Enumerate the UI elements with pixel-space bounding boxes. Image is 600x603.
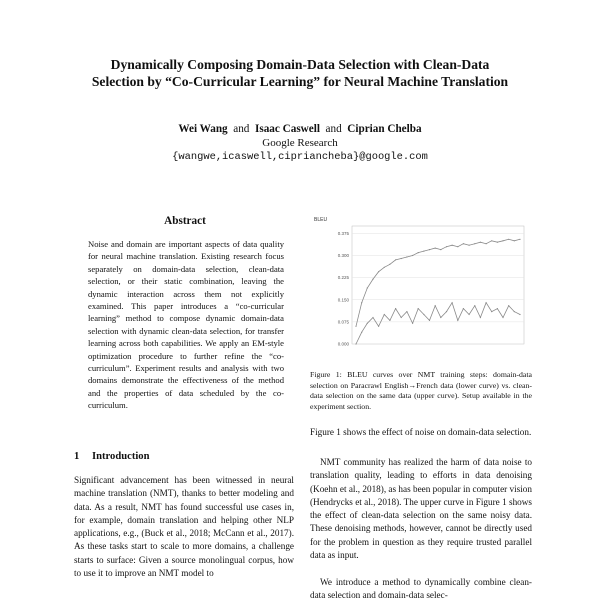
chart-point (389, 264, 390, 265)
chart-point (389, 320, 390, 321)
chart-point (367, 323, 368, 324)
chart-point (406, 311, 407, 312)
chart-point (440, 249, 441, 250)
chart-y-label: BLEU (314, 217, 328, 223)
y-tick-label: 0.375 (337, 230, 349, 236)
figure-1 (310, 212, 532, 362)
chart-point (497, 308, 498, 309)
paper-title (40, 56, 560, 90)
introduction-paragraph: Significant advancement has been witnessed in neural machine translation (NMT), thanks to better modeling and data. As a result, NMT has found successful use cases in, for example, domain translation and helping other NLP applications, e.g., (Buck et al., 2018; McCann et al., 2017). As these tasks start to scale to more domains, a challenge starts to surface: Given a source monolingual corpus, how to use it to improve an NMT model to (74, 475, 294, 579)
chart-point (423, 251, 424, 252)
chart-point (355, 326, 356, 327)
chart-point (401, 258, 402, 259)
author-2: Isaac Caswell (254, 123, 320, 135)
chart-point (502, 317, 503, 318)
chart-point (395, 259, 396, 260)
chart-point (469, 245, 470, 246)
chart-point (412, 323, 413, 324)
author-1: Wei Wang (178, 123, 228, 135)
chart-point (355, 343, 356, 344)
chart-point (502, 240, 503, 241)
chart-point (491, 240, 492, 241)
chart-point (474, 305, 475, 306)
title-line-1: Dynamically Composing Domain-Data Selection with Clean-Data (110, 57, 490, 72)
author-separator-1: and (233, 123, 250, 135)
title-line-2: Selection by “Co-Curricular Learning” for Neural Machine Translation (91, 74, 509, 89)
chart-point (486, 243, 487, 244)
chart-point (429, 320, 430, 321)
chart-point (429, 249, 430, 250)
affiliation: Google Research (262, 137, 338, 149)
chart-series-line-2 (356, 303, 520, 344)
chart-point (508, 239, 509, 240)
chart-point (361, 332, 362, 333)
chart-point (519, 314, 520, 315)
chart-point (435, 248, 436, 249)
section-number: 1 (74, 451, 80, 462)
chart-point (474, 243, 475, 244)
chart-point (378, 326, 379, 327)
chart-point (440, 317, 441, 318)
chart-point (412, 255, 413, 256)
chart-point (491, 311, 492, 312)
y-tick-label: 0.000 (337, 341, 349, 347)
chart-point (378, 271, 379, 272)
chart-series-line-1 (356, 239, 520, 326)
chart-point (514, 240, 515, 241)
chart-point (452, 245, 453, 246)
y-tick-label: 0.300 (337, 253, 349, 258)
chart-point (457, 320, 458, 321)
chart-point (418, 308, 419, 309)
chart-point (519, 239, 520, 240)
chart-point (497, 242, 498, 243)
abstract-body: Noise and domain are important aspects of data quality for neural machine translation. Existing research focus separately on domain-data selection, clean-data selection, or their static combination, leaving the dynamic interaction across them not explicitly examined. This paper introduces a “co-curricular learning” method to compose dynamic domain-data selection with dynamic clean-data selection, for transfer learning across both capabilities. We apply an EM-style optimization procedure to further refine the “co-curriculum”. Experiment results and analysis with two domains demonstrate the effectiveness of the method and the properties of data scheduled by the co-curriculum. (88, 239, 284, 411)
chart-point (463, 308, 464, 309)
chart-point (406, 256, 407, 257)
chart-point (384, 267, 385, 268)
section-title: Introduction (92, 451, 150, 462)
chart-point (480, 317, 481, 318)
chart-point (486, 302, 487, 303)
abstract-heading: Abstract (164, 215, 206, 227)
chart-point (463, 243, 464, 244)
chart-point (446, 311, 447, 312)
chart-point (508, 305, 509, 306)
chart-point (361, 302, 362, 303)
bleu-line-chart (310, 212, 532, 362)
chart-point (423, 314, 424, 315)
figure-caption: Figure 1: BLEU curves over NMT training steps: domain-data selection on Paracrawl English→French data (lower curve) vs. clean-data selection on the same data (upper curve). Setup available in the experiment section. (310, 370, 532, 411)
author-email: {wangwe,icaswell,cipriancheba}@google.com (172, 151, 428, 163)
author-list (60, 122, 540, 136)
section-heading-introduction (74, 451, 294, 462)
right-paragraph-2: NMT community has realized the harm of data noise to translation quality, leading to efforts in data denoising (Koehn et al., 2018), as has been popular in computer vision (Hendrycks et al., 2018). The upper curve in Figure 1 shows the effect of clean-data selection on the same noisy data. These denoising methods, however, cannot be directly used for the problem in question as they require trusted parallel data as input. (310, 457, 532, 561)
right-paragraph-3: We introduce a method to dynamically combine clean-data selection and domain-data selec- (310, 577, 532, 601)
chart-point (367, 287, 368, 288)
chart-point (372, 279, 373, 280)
right-paragraph-1: Figure 1 shows the effect of noise on domain-data selection. (310, 427, 532, 437)
chart-point (446, 246, 447, 247)
chart-point (401, 317, 402, 318)
chart-point (384, 314, 385, 315)
chart-point (469, 314, 470, 315)
chart-point (395, 308, 396, 309)
y-tick-label: 0.225 (337, 275, 349, 281)
y-tick-label: 0.075 (337, 319, 349, 325)
author-3: Ciprian Chelba (347, 123, 422, 135)
y-tick-label: 0.150 (337, 297, 349, 303)
chart-frame (352, 226, 524, 344)
chart-point (435, 305, 436, 306)
author-separator-2: and (325, 123, 342, 135)
chart-point (452, 302, 453, 303)
chart-point (480, 242, 481, 243)
chart-point (372, 317, 373, 318)
chart-point (418, 252, 419, 253)
chart-point (514, 311, 515, 312)
chart-point (457, 246, 458, 247)
